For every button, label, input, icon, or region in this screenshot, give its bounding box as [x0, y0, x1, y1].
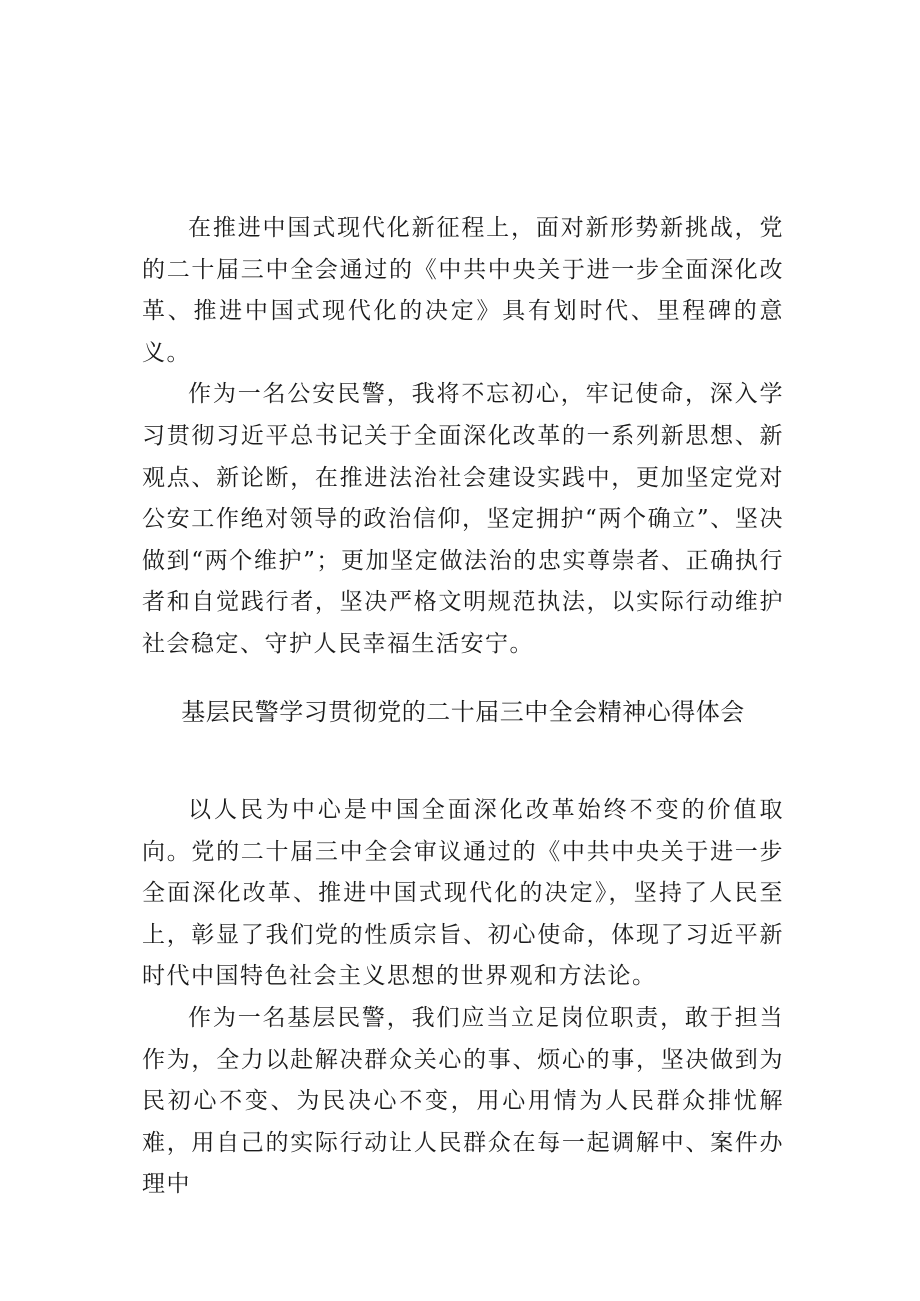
paragraph: 以人民为中心是中国全面深化改革始终不变的价值取向。党的二十届三中全会审议通过的《中共中央关于进一步全面深化改革、推进中国式现代化的决定》，坚持了人民至上，彰显了我们党的性质宗旨、初心使命，体现了习近平新时代中国特色社会主义思想的世界观和方法论。 [142, 797, 784, 990]
section-two [142, 790, 784, 1206]
section-one [142, 208, 784, 666]
paragraph: 作为一名基层民警，我们应当立足岗位职责，敢于担当作为，全力以赴解决群众关心的事、烦心的事，坚决做到为民初心不变、为民决心不变，用心用情为人民群众排忧解难，用自己的实际行动让人民群众在每一起调解中、案件办理中 [142, 1004, 784, 1198]
paragraph: 作为一名公安民警，我将不忘初心，牢记使命，深入学习贯彻习近平总书记关于全面深化改革的一系列新思想、新观点、新论断，在推进法治社会建设实践中，更加坚定党对公安工作绝对领导的政治信仰，坚定拥护“两个确立”、坚决做到“两个维护”；更加坚定做法治的忠实尊崇者、正确执行者和自觉践行者，坚决严格文明规范执法，以实际行动维护社会稳定、守护人民幸福生活安宁。 [142, 381, 784, 657]
article-title: 基层民警学习贯彻党的二十届三中全会精神心得体会 [181, 698, 745, 726]
paragraph: 在推进中国式现代化新征程上，面对新形势新挑战，党的二十届三中全会通过的《中共中央关于进一步全面深化改革、推进中国式现代化的决定》具有划时代、里程碑的意义。 [142, 215, 784, 366]
